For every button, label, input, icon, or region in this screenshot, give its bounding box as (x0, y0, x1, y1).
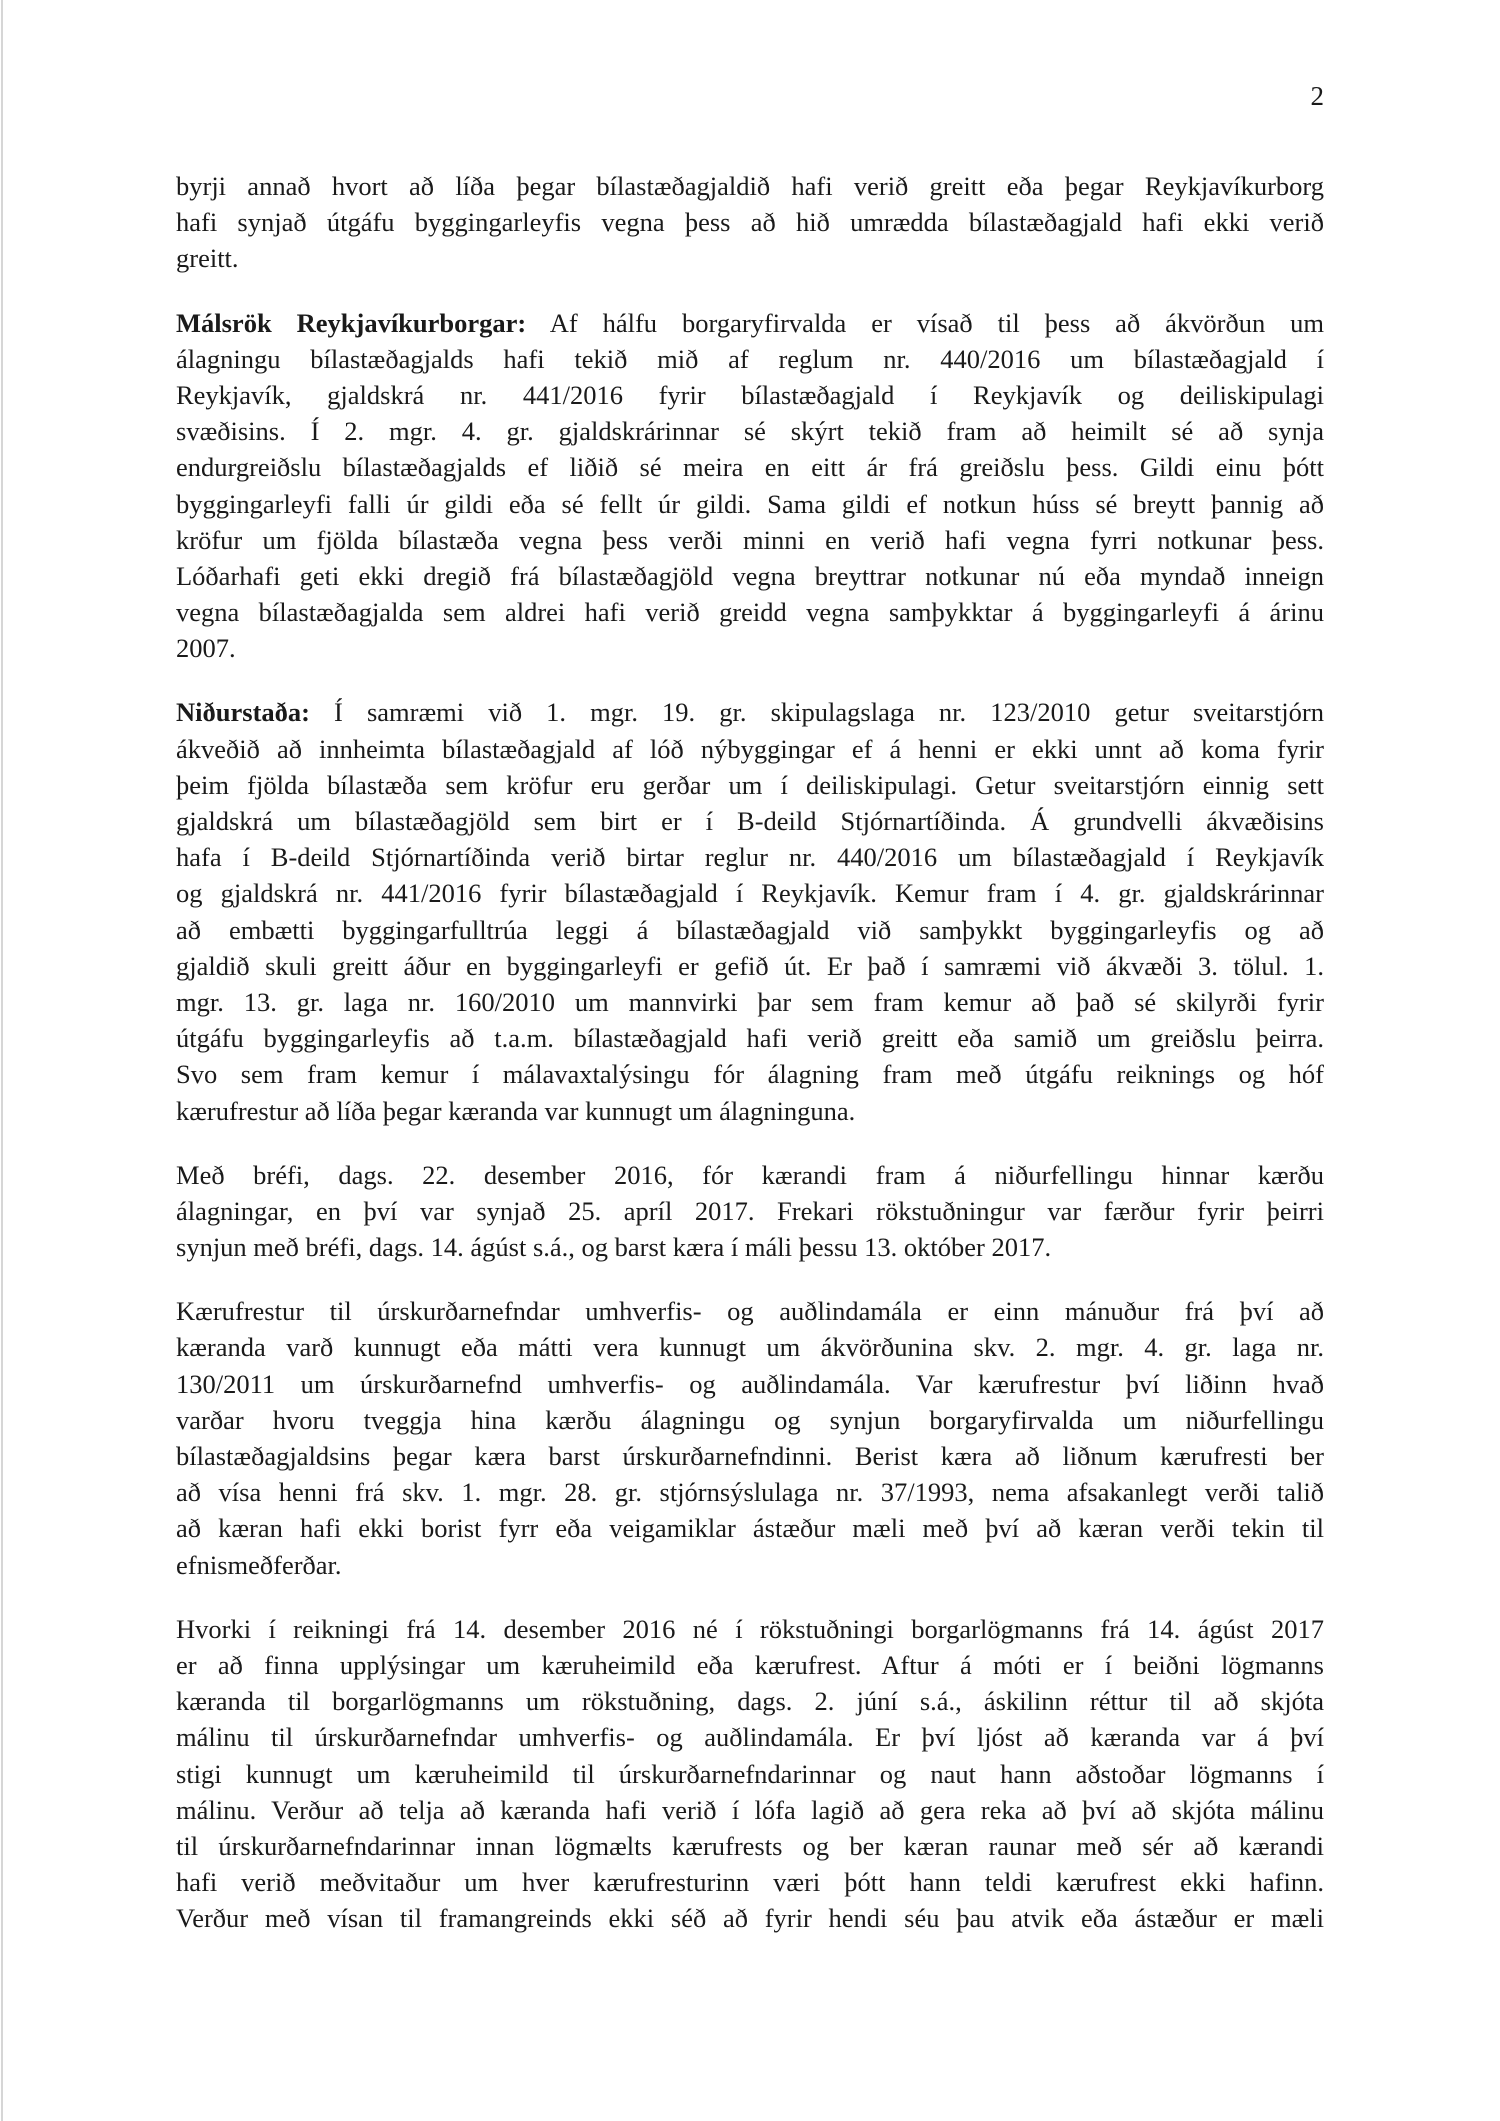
scan-edge-line (1, 0, 3, 2121)
page-number: 2 (1310, 81, 1324, 111)
line-text: og gjaldskrá nr. 441/2016 fyrir bílastæðagjald í Reykjavík. Kemur fram í 4. gr. gjaldskrárinnar (176, 878, 1324, 909)
text-line (176, 1474, 1324, 1510)
text-line (176, 803, 1324, 839)
line-text: hafi verið meðvitaður um hver kærufresturinn væri þótt hann teldi kærufrest ekki hafinn. (176, 1867, 1324, 1898)
text-line (176, 694, 1324, 730)
text-line (176, 1293, 1324, 1329)
text-line (176, 1093, 1324, 1129)
line-text: svæðisins. Í 2. mgr. 4. gr. gjaldskrárinnar sé skýrt tekið fram að heimilt sé að synja (176, 416, 1324, 447)
line-text: álagningar, en því var synjað 25. apríl 2017. Frekari rökstuðningur var færður fyrir þeirri (176, 1195, 1324, 1226)
text-line (176, 1647, 1324, 1683)
line-text: bílastæðagjaldsins þegar kæra barst úrskurðarnefndinni. Berist kæra að liðnum kærufresti ber (176, 1441, 1324, 1471)
text-line (176, 341, 1324, 377)
text-line (176, 1329, 1324, 1365)
text-line (176, 984, 1324, 1020)
line-text: greitt. (176, 243, 239, 274)
paragraph (176, 1611, 1324, 1937)
text-line (176, 377, 1324, 413)
text-line (176, 1510, 1324, 1546)
line-text: vegna bílastæðagjalda sem aldrei hafi verið greidd vegna samþykktar á byggingarleyfi á árinu (176, 597, 1324, 628)
text-line (176, 522, 1324, 558)
line-text: málinu. Verður að telja að kæranda hafi verið í lófa lagið að gera reka að því að skjóta málinu (176, 1794, 1324, 1825)
line-text: ákveðið að innheimta bílastæðagjald af lóð nýbyggingar ef á henni er ekki unnt að koma fyrir (176, 733, 1324, 764)
text-line (176, 449, 1324, 485)
line-text: hafi synjað útgáfu byggingarleyfis vegna þess að hið umrædda bílastæðagjald hafi ekki verið (176, 207, 1324, 238)
line-text: gjaldið skuli greitt áður en byggingarleyfi er gefið út. Er það í samræmi við ákvæði 3. tölul. 1. (176, 950, 1324, 981)
text-line (176, 948, 1324, 984)
line-text: mgr. 13. gr. laga nr. 160/2010 um mannvirki þar sem fram kemur að það sé skilyrði fyrir (176, 986, 1324, 1017)
line-text: að embætti byggingarfulltrúa leggi á bílastæðagjald við samþykkt byggingarleyfis og að (176, 914, 1324, 945)
line-text: kröfur um fjölda bílastæða vegna þess verði minni en verið hafi vegna fyrri notkunar þess. (176, 524, 1324, 555)
text-line (176, 1828, 1324, 1864)
line-text: endurgreiðslu bílastæðagjalds ef liðið sé meira en eitt ár frá greiðslu þess. Gildi einu þótt (176, 452, 1324, 483)
line-text: álagningu bílastæðagjalds hafi tekið mið af reglum nr. 440/2016 um bílastæðagjald í (176, 343, 1324, 374)
line-text: Í samræmi við 1. mgr. 19. gr. skipulagslaga nr. 123/2010 getur sveitarstjórn (309, 697, 1324, 728)
text-line (176, 1756, 1324, 1792)
line-text: að kæran hafi ekki borist fyrr eða veigamiklar ástæður mæli með því að kæran verði tekin til (176, 1513, 1324, 1544)
line-text: þeim fjölda bílastæða sem kröfur eru gerðar um í deiliskipulagi. Getur sveitarstjórn einnig sett (176, 769, 1324, 800)
line-text: til úrskurðarnefndarinnar innan lögmælts kærufrests og ber kæran raunar með sér að kærandi (176, 1830, 1324, 1861)
text-line (176, 1056, 1324, 1092)
text-line (176, 1020, 1324, 1056)
paragraph (176, 305, 1324, 667)
paragraph (176, 694, 1324, 1128)
text-line (176, 912, 1324, 948)
text-line (176, 1683, 1324, 1719)
paragraph (176, 1157, 1324, 1266)
line-text: útgáfu byggingarleyfis að t.a.m. bílastæðagjald hafi verið greitt eða samið um greiðslu þeirra. (176, 1023, 1324, 1054)
line-text: er að finna upplýsingar um kæruheimild eða kærufrest. Aftur á móti er í beiðni lögmanns (176, 1649, 1324, 1680)
line-text: kærufrestur að líða þegar kæranda var kunnugt um álagninguna. (176, 1095, 856, 1126)
line-text: Reykjavík, gjaldskrá nr. 441/2016 fyrir bílastæðagjald í Reykjavík og deiliskipulagi (176, 379, 1324, 410)
text-line (176, 1438, 1324, 1474)
line-text: Verður með vísan til framangreinds ekki séð að fyrir hendi séu þau atvik eða ástæður er mæli (176, 1903, 1324, 1934)
text-line (176, 1193, 1324, 1229)
line-text: efnismeðferðar. (176, 1549, 342, 1580)
line-text: Með bréfi, dags. 22. desember 2016, fór kærandi fram á niðurfellingu hinnar kærðu (176, 1159, 1324, 1190)
line-text: Lóðarhafi geti ekki dregið frá bílastæðagjöld vegna breyttrar notkunar nú eða myndað inneign (176, 560, 1324, 591)
text-line (176, 168, 1324, 204)
text-line (176, 1157, 1324, 1193)
paragraph (176, 168, 1324, 277)
line-text: 2007. (176, 633, 236, 664)
text-line (176, 486, 1324, 522)
line-text: byrji annað hvort að líða þegar bílastæðagjaldið hafi verið greitt eða þegar Reykjavíkurborg (176, 171, 1324, 201)
line-text: synjun með bréfi, dags. 14. ágúst s.á., og barst kæra í máli þessu 13. október 2017. (176, 1232, 1052, 1263)
line-text: að vísa henni frá skv. 1. mgr. 28. gr. stjórnsýslulaga nr. 37/1993, nema afsakanlegt verði talið (176, 1477, 1324, 1508)
text-line (176, 594, 1324, 630)
line-text: varðar hvoru tveggja hina kærðu álagningu og synjun borgaryfirvalda um niðurfellingu (176, 1404, 1324, 1435)
text-line (176, 1366, 1324, 1402)
text-line (176, 1719, 1324, 1755)
document-body (176, 168, 1324, 1964)
text-line (176, 413, 1324, 449)
text-line (176, 1402, 1324, 1438)
text-line (176, 305, 1324, 341)
text-line (176, 1611, 1324, 1647)
line-text: kæranda varð kunnugt eða mátti vera kunnugt um ákvörðunina skv. 2. mgr. 4. gr. laga nr. (176, 1332, 1324, 1363)
text-line (176, 1792, 1324, 1828)
text-line (176, 1229, 1324, 1265)
line-text: gjaldskrá um bílastæðagjöld sem birt er í B-deild Stjórnartíðinda. Á grundvelli ákvæðisins (176, 806, 1324, 836)
text-line (176, 767, 1324, 803)
text-line (176, 240, 1324, 276)
line-text: Hvorki í reikningi frá 14. desember 2016 né í rökstuðningi borgarlögmanns frá 14. ágúst 2017 (176, 1613, 1324, 1644)
paragraph-heading: Málsrök Reykjavíkurborgar: (176, 307, 527, 338)
text-line (176, 1900, 1324, 1936)
line-text: Af hálfu borgaryfirvalda er vísað til þess að ákvörðun um (526, 307, 1324, 338)
text-line (176, 1547, 1324, 1583)
line-text: hafa í B-deild Stjórnartíðinda verið birtar reglur nr. 440/2016 um bílastæðagjald í Reykjavík (176, 842, 1324, 873)
line-text: málinu til úrskurðarnefndar umhverfis- og auðlindamála. Er því ljóst að kæranda var á því (176, 1722, 1324, 1753)
line-text: kæranda til borgarlögmanns um rökstuðning, dags. 2. júní s.á., áskilinn réttur til að skjóta (176, 1686, 1324, 1717)
text-line (176, 875, 1324, 911)
line-text: Svo sem fram kemur í málavaxtalýsingu fór álagning fram með útgáfu reiknings og hóf (176, 1059, 1324, 1090)
text-line (176, 731, 1324, 767)
paragraph (176, 1293, 1324, 1583)
text-line (176, 558, 1324, 594)
text-line (176, 630, 1324, 666)
line-text: Kærufrestur til úrskurðarnefndar umhverfis- og auðlindamála er einn mánuður frá því að (176, 1296, 1324, 1327)
line-text: byggingarleyfi falli úr gildi eða sé fellt úr gildi. Sama gildi ef notkun húss sé breytt þannig að (176, 488, 1324, 519)
text-line (176, 1864, 1324, 1900)
line-text: 130/2011 um úrskurðarnefnd umhverfis- og auðlindamála. Var kærufrestur því liðinn hvað (176, 1368, 1324, 1399)
text-line (176, 204, 1324, 240)
paragraph-heading: Niðurstaða: (176, 697, 310, 728)
text-line (176, 839, 1324, 875)
line-text: stigi kunnugt um kæruheimild til úrskurðarnefndarinnar og naut hann aðstoðar lögmanns í (176, 1758, 1324, 1789)
